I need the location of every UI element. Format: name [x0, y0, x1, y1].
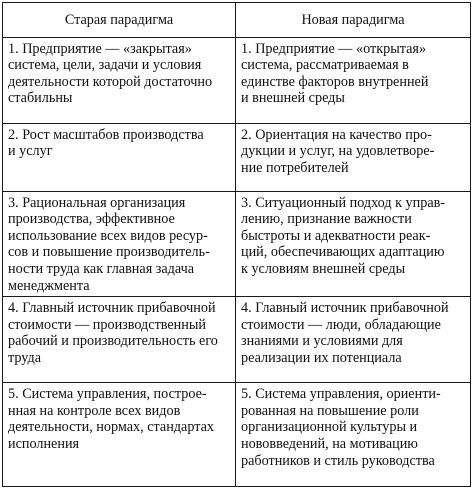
- old-paradigm-cell: 1. Предприятие — «закрытая» система, цели, задачи и условия деятельности которой достаточно стабильны: [3, 37, 236, 123]
- table-row: [3, 383, 471, 487]
- old-paradigm-cell: 2. Рост масштабов производства и услуг: [3, 123, 236, 191]
- table-row: [3, 37, 471, 123]
- table-row: [3, 191, 471, 297]
- new-paradigm-cell: 2. Ориентация на качество про- дукции и услуг, на удовлетворе- ние потребителей: [236, 123, 471, 191]
- table-row: [3, 297, 471, 383]
- paradigm-comparison-table: [2, 2, 471, 487]
- new-paradigm-cell: 5. Система управления, ориенти- рованная на повышение роли организационной культуры и нововведений, на мотивацию работников и стиль руководства: [236, 383, 471, 487]
- new-paradigm-cell: 4. Главный источник прибавочной стоимости — люди, обладающие знаниями и условиями для реализации их потенциала: [236, 297, 471, 383]
- table-row: [3, 123, 471, 191]
- old-paradigm-cell: 4. Главный источник прибавочной стоимости — производственный рабочий и производительность его труда: [3, 297, 236, 383]
- new-paradigm-cell: 3. Ситуационный подход к управ- лению, признание важности быстроты и адекватности реак- ций, обеспечивающих адаптацию к условиям внешней среды: [236, 191, 471, 297]
- new-paradigm-cell: 1. Предприятие — «открытая» система, рассматриваемая в единстве факторов внутренней и внешней среды: [236, 37, 471, 123]
- header-new-paradigm: Новая парадигма: [236, 3, 471, 38]
- old-paradigm-cell: 5. Система управления, построе- нная на контроле всех видов деятельности, нормах, стандартах исполнения: [3, 383, 236, 487]
- header-old-paradigm: Старая парадигма: [3, 3, 236, 38]
- old-paradigm-cell: 3. Рациональная организация производства, эффективное использование всех видов ресур- сов и повышение производитель- ности труда как главная задача менеджмента: [3, 191, 236, 297]
- header-row: [3, 3, 471, 38]
